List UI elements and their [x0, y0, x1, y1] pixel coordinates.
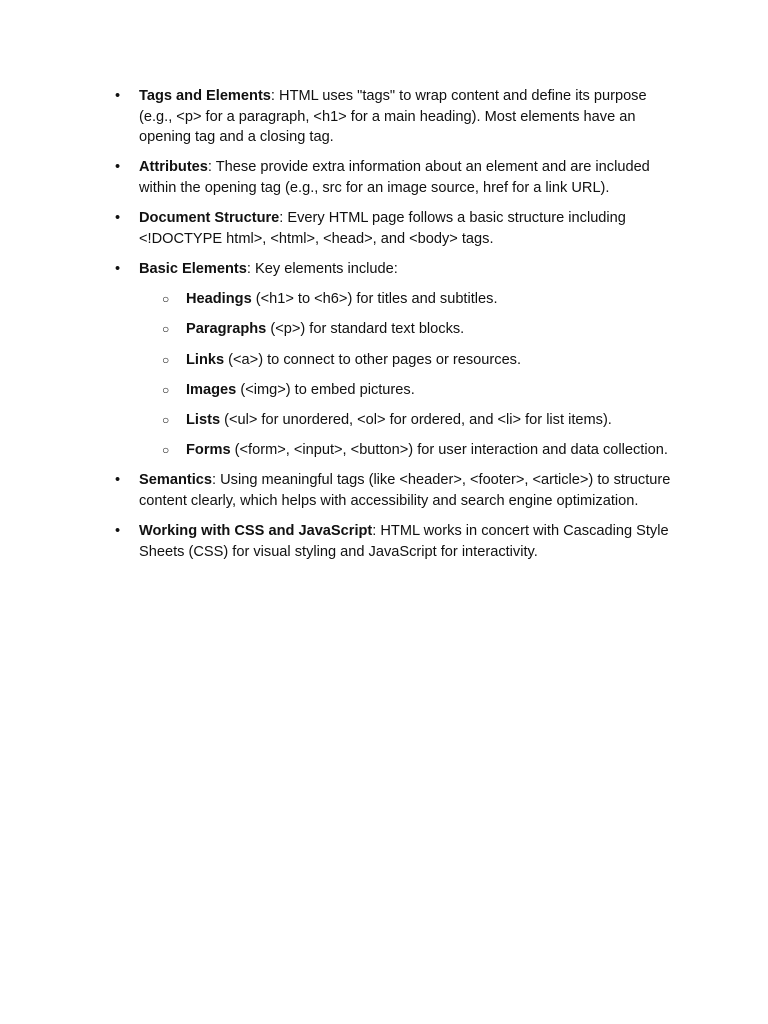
list-item-text: : HTML works in concert with Cascading Style Sheets (CSS) for visual styling and JavaScript for interactivity. — [139, 523, 669, 560]
bullet-list — [112, 86, 672, 562]
list-item-text: : HTML uses "tags" to wrap content and define its purpose (e.g., <p> for a paragraph, <h1> for a main heading). Most elements have an opening tag and a closing tag. — [139, 88, 647, 146]
bullet-icon: • — [115, 472, 121, 489]
list-item-document-structure — [112, 208, 672, 249]
sub-item-term: Links — [186, 351, 225, 368]
sub-item-term: Paragraphs — [186, 321, 267, 338]
list-item-tags-and-elements — [112, 86, 672, 148]
bullet-icon: • — [115, 260, 121, 277]
list-item-term: Semantics — [139, 472, 213, 489]
circle-bullet-icon: ○ — [162, 382, 170, 397]
circle-bullet-icon: ○ — [162, 292, 170, 307]
sub-item-text: (<h1> to <h6>) for titles and subtitles. — [251, 291, 498, 308]
list-item-text: : Using meaningful tags (like <header>, <footer>, <article>) to structure content clearly, which helps with accessibility and search engine optimization. — [139, 472, 671, 509]
sub-item-images — [112, 380, 672, 401]
bullet-icon: • — [115, 88, 121, 104]
list-item-attributes — [112, 157, 672, 198]
sub-item-term: Lists — [186, 411, 221, 428]
bullet-icon: • — [115, 210, 121, 227]
circle-bullet-icon: ○ — [162, 322, 170, 337]
list-item-term: Working with CSS and JavaScript — [139, 523, 373, 540]
sub-item-text: (<ul> for unordered, <ol> for ordered, and <li> for list items). — [220, 411, 612, 428]
sub-bullet-list — [139, 289, 672, 461]
sub-item-text: (<img>) to embed pictures. — [236, 381, 415, 398]
sub-item-lists — [112, 410, 672, 431]
sub-item-text: (<a>) to connect to other pages or resources. — [224, 351, 522, 368]
list-item-semantics — [112, 470, 672, 511]
bullet-icon: • — [115, 523, 121, 540]
sub-item-term: Forms — [186, 442, 231, 459]
sub-item-text: (<form>, <input>, <button>) for user interaction and data collection. — [230, 442, 668, 459]
list-item-text: : These provide extra information about an element and are included within the opening tag (e.g., src for an image source, href for a link URL). — [139, 159, 650, 196]
list-item-css-and-javascript — [112, 521, 672, 562]
circle-bullet-icon: ○ — [162, 412, 170, 427]
sub-item-paragraphs — [112, 319, 672, 340]
list-item-basic-elements — [112, 259, 672, 461]
list-item-term: Attributes — [139, 159, 208, 176]
list-item-term: Tags and Elements — [139, 88, 271, 104]
sub-item-headings — [112, 289, 672, 310]
sub-item-text: (<p>) for standard text blocks. — [266, 321, 465, 338]
circle-bullet-icon: ○ — [162, 352, 170, 367]
bullet-icon: • — [115, 159, 121, 176]
list-item-text: : Every HTML page follows a basic structure including <!DOCTYPE html>, <html>, <head>, and <body> tags. — [139, 210, 626, 247]
sub-item-term: Images — [186, 381, 237, 398]
list-item-text: : Key elements include: — [246, 260, 398, 277]
sub-item-links — [112, 350, 672, 371]
circle-bullet-icon: ○ — [162, 443, 170, 458]
sub-item-forms — [112, 440, 672, 461]
sub-item-term: Headings — [186, 291, 252, 308]
list-item-term: Document Structure — [139, 210, 280, 227]
list-item-term: Basic Elements — [139, 260, 247, 277]
document-body — [112, 86, 672, 572]
